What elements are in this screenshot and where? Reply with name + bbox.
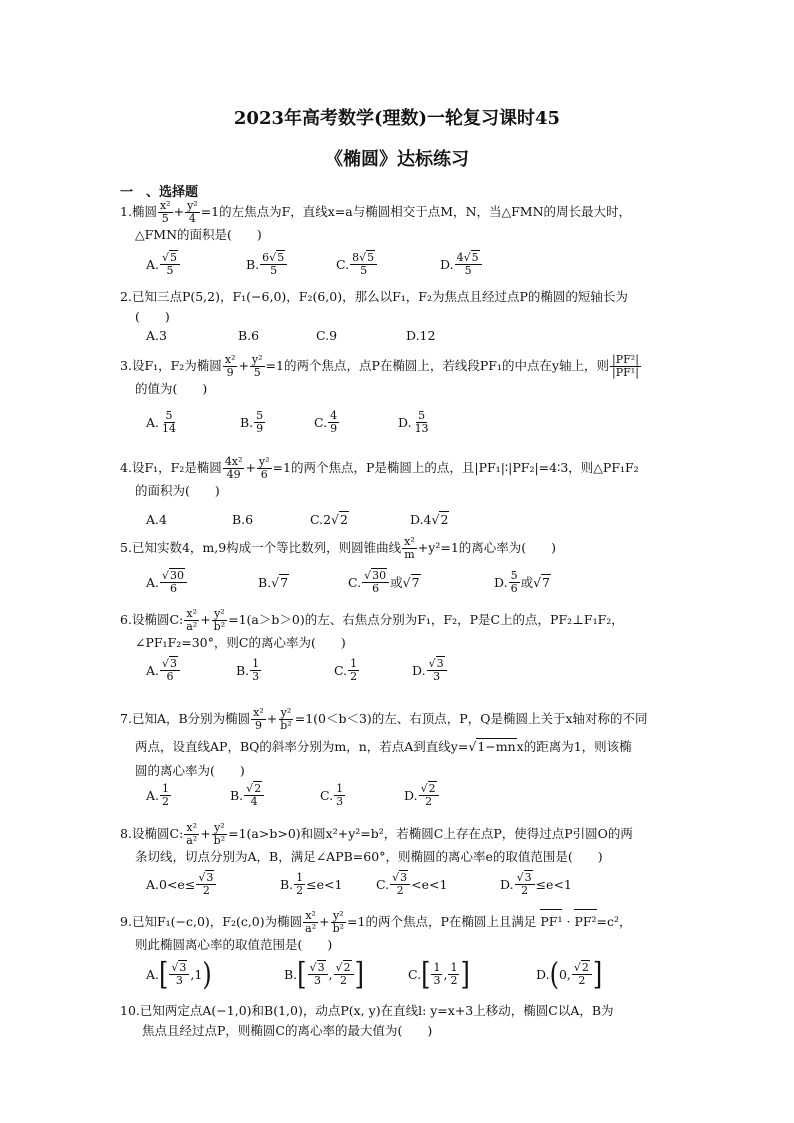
options-q6 — [146, 653, 706, 687]
question-3: 3.设F₁，F₂为椭圆 $\frac{\text{x²}}{9}$ + $\frac{\text{y²}}{5}$ =1的两个焦点，点P在椭圆上，若线段PF₁的中点在y轴上，则 $\frac{\text{|PF²|}}{\text{|PF¹|}}$ 的值为( ) — [120, 353, 639, 396]
question-8: 8.设椭圆C: $\frac{\text{x²}}{\text{a²}}$ + $\frac{\text{y²}}{\text{b²}}$ =1(a>b>0)和圆x²+y²=b²，若椭圆C上存在点P，使得过点P引圆O的两 条切线，切点分别为A，B，满足∠APB=60°，则椭圆的离心率e的取值范围是( ) — [120, 821, 633, 864]
option-c[interactable]: C.9 — [316, 327, 338, 343]
question-7: 7.已知A，B分别为椭圆 $\frac{\text{x²}}{9}$ + $\frac{\text{y²}}{\text{b²}}$ =1(0＜b＜3)的左、右顶点，P，Q是椭圆上关于x轴对称的不同 两点，设直线AP，BQ的斜率分别为m，n，若点A到直线y=√1−mnx的距离为1，则该椭 圆的离心率为( ) — [120, 706, 648, 778]
option-c[interactable]: C. [ $\frac{1}{3}$ , $\frac{1}{2}$ ] — [408, 955, 470, 993]
vector-pf2: PF² — [574, 912, 596, 932]
option-a[interactable]: A. $\frac{√3}{6}$ — [146, 653, 181, 687]
option-b[interactable]: B.6 — [232, 511, 254, 527]
fraction: $\frac{\text{y²}}{4}$ — [187, 199, 198, 225]
fraction: $\frac{\text{x²}}{5}$ — [159, 199, 171, 225]
option-a[interactable]: A. [ $\frac{√3}{3}$ , 1 ) — [146, 955, 212, 993]
option-b[interactable]: B. √7 — [258, 574, 289, 590]
question-2: 2.已知三点P(5,2)，F₁(−6,0)，F₂(6,0)，那么以F₁，F₂为焦点且经过点P的椭圆的短轴长为 ( ) — [120, 289, 628, 324]
question-10: 10.已知两定点A(−1,0)和B(1,0)，动点P(x, y)在直线l: y=x+3上移动，椭圆C以A，B为 焦点且经过点P，则椭圆C的离心率的最大值为( ) — [120, 1003, 614, 1038]
option-d[interactable]: D. $\frac{√3}{2}$ ≤e<1 — [500, 870, 572, 897]
option-a[interactable]: A. $\frac{√5}{5}$ — [146, 247, 181, 281]
question-5: 5.已知实数4，m,9构成一个等比数列，则圆锥曲线 $\frac{\text{x²}}{m}$ +y²=1的离心率为( ) — [120, 535, 557, 561]
option-d[interactable]: D. $\frac{5}{6}$ 或 √7 — [494, 568, 550, 595]
option-c[interactable]: C. $\frac{8√5}{5}$ — [336, 247, 378, 281]
option-c[interactable]: C. $\frac{√3}{2}$ <e<1 — [376, 870, 448, 897]
options-q1 — [146, 247, 706, 281]
option-d[interactable]: D. $\frac{4√5}{5}$ — [440, 247, 483, 281]
option-b[interactable]: B. $\frac{6√5}{5}$ — [246, 247, 288, 281]
option-b[interactable]: B. $\frac{1}{2}$ ≤e<1 — [280, 870, 343, 897]
document-title: 2023年高考数学(理数)一轮复习课时45 — [233, 108, 561, 129]
options-q8 — [146, 867, 706, 901]
option-b[interactable]: B. $\frac{1}{3}$ — [236, 656, 260, 683]
option-c[interactable]: C. $\frac{4}{9}$ — [314, 408, 338, 435]
option-c[interactable]: C. $\frac{1}{2}$ — [334, 656, 358, 683]
option-d[interactable]: D.4 √2 — [410, 511, 449, 527]
options-q5 — [146, 565, 706, 599]
option-d[interactable]: D. ( 0 , $\frac{√2}{2}$ ] — [536, 955, 603, 993]
question-1: 1.椭圆 $\frac{\text{x²}}{5}$ + $\frac{\text{y²}}{4}$ =1的左焦点为F，直线x=a与椭圆相交于点M，N，当△FMN的周长最大时， △FMN的面积是( ) — [120, 199, 632, 242]
option-b[interactable]: B. $\frac{5}{9}$ — [240, 408, 264, 435]
options-q2 — [146, 318, 706, 352]
option-a[interactable]: A.4 — [146, 511, 167, 527]
section-heading: 一 、选择题 — [120, 185, 199, 200]
vector-pf1: PF¹ — [540, 912, 562, 932]
option-b[interactable]: B.6 — [238, 327, 260, 343]
option-a[interactable]: A.3 — [146, 327, 167, 343]
document-subtitle: 《椭圆》达标练习 — [325, 149, 469, 170]
option-d[interactable]: D. $\frac{√2}{2}$ — [404, 778, 440, 812]
question-9: 9.已知F₁(−c,0)，F₂(c,0)为椭圆 $\frac{\text{x²}}{\text{a²}}$ + $\frac{\text{y²}}{\text{b²}}$ =1的两个焦点，P在椭圆上且满足 PF¹ · PF²=c²， 则此椭圆离心率的取值范围是( ) — [120, 909, 632, 952]
option-c[interactable]: C.2 √2 — [310, 511, 348, 527]
option-d[interactable]: D. $\frac{5}{13}$ — [398, 408, 429, 435]
option-d[interactable]: D. $\frac{√3}{3}$ — [412, 653, 448, 687]
option-a[interactable]: A. $\frac{1}{2}$ — [146, 781, 170, 808]
option-a[interactable]: A. $\frac{5}{14}$ — [146, 408, 177, 435]
options-q9 — [146, 957, 706, 991]
question-4: 4.设F₁，F₂是椭圆 $\frac{\text{4x²}}{49}$ + $\frac{\text{y²}}{6}$ =1的两个焦点，P是椭圆上的点，且|PF₁|∶|PF₂|=4∶3，则△PF₁F₂ 的面积为( ) — [120, 455, 639, 498]
question-6: 6.设椭圆C: $\frac{\text{x²}}{\text{a²}}$ + $\frac{\text{y²}}{\text{b²}}$ =1(a＞b＞0)的左、右焦点分别为F₁，F₂，P是C上的点，PF₂⊥F₁F₂， ∠PF₁F₂=30°，则C的离心率为( ) — [120, 607, 624, 650]
options-q4 — [146, 502, 706, 536]
options-q3 — [146, 405, 706, 439]
option-b[interactable]: B. [ $\frac{√3}{3}$ , $\frac{√2}{2}$ ] — [284, 955, 364, 993]
option-a[interactable]: A.0<e≤ $\frac{√3}{2}$ — [146, 867, 217, 901]
options-q7 — [146, 778, 706, 812]
option-a[interactable]: A. $\frac{√30}{6}$ — [146, 565, 188, 599]
option-b[interactable]: B. $\frac{√2}{4}$ — [230, 778, 265, 812]
option-d[interactable]: D.12 — [406, 327, 436, 343]
option-c[interactable]: C. $\frac{√30}{6}$ 或 √7 — [348, 568, 420, 595]
option-c[interactable]: C. $\frac{1}{3}$ — [320, 781, 344, 808]
